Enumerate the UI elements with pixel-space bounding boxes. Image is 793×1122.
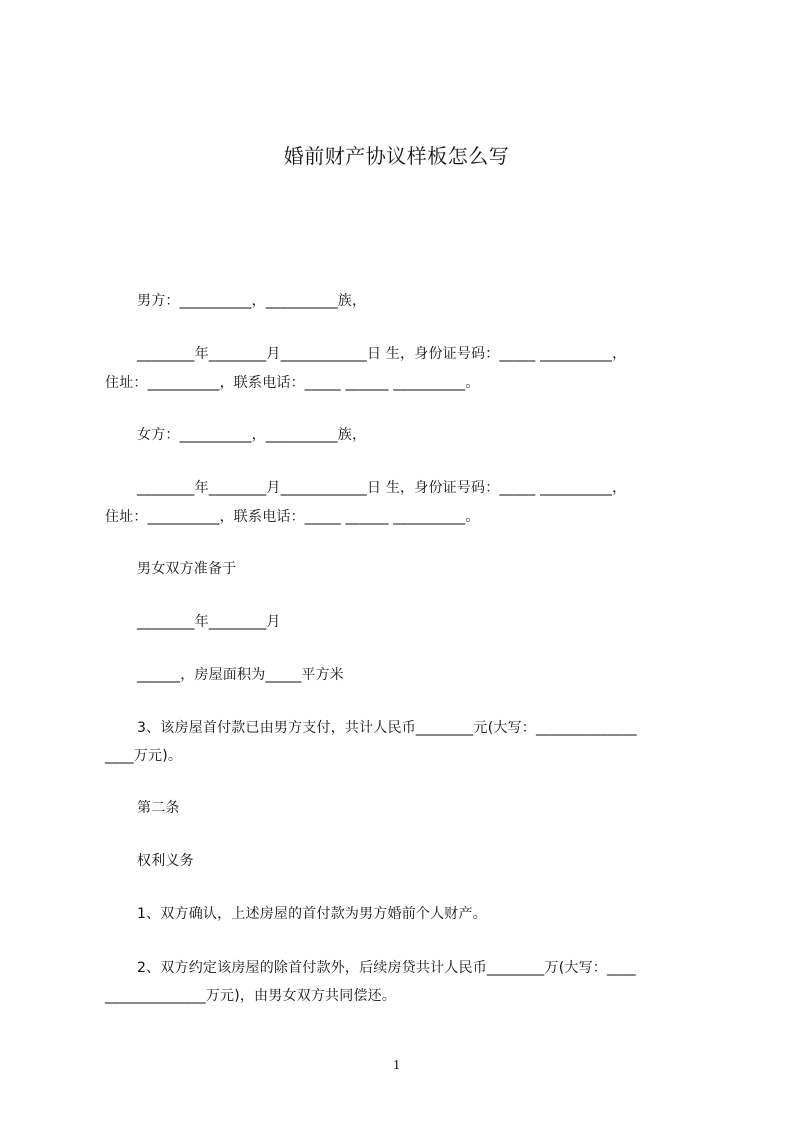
female-birth-id-line: ________年________月____________日 生，身份证号码：_____ __________， bbox=[137, 480, 627, 496]
paragraph-area: ______，房屋面积为_____平方米 bbox=[137, 667, 344, 683]
page-title: 婚前财产协议样板怎么写 bbox=[283, 144, 510, 168]
female-address-phone-line: 住址：__________，联系电话：_____ ______ __________。 bbox=[105, 509, 480, 525]
page-number: 1 bbox=[393, 1058, 400, 1073]
clause-3-line-1: 3、该房屋首付款已由男方支付，共计人民币________元(大写：______________ bbox=[137, 720, 637, 736]
obligation-1: 1、双方确认，上述房屋的首付款为男方婚前个人财产。 bbox=[137, 906, 487, 922]
paragraph-prepare: 男女双方准备于 bbox=[137, 561, 237, 577]
article-heading: 第二条 bbox=[137, 800, 180, 816]
female-party-name-line: 女方：__________，__________族， bbox=[137, 427, 367, 443]
male-party-name-line: 男方：__________，__________族， bbox=[137, 293, 367, 309]
paragraph-date: ________年________月 bbox=[137, 614, 281, 630]
section-heading: 权利义务 bbox=[137, 853, 194, 869]
clause-3-line-2: ____万元)。 bbox=[105, 748, 183, 764]
obligation-2-line-1: 2、双方约定该房屋的除首付款外，后续房贷共计人民币________万(大写：____ bbox=[137, 960, 636, 976]
male-birth-id-line: ________年________月____________日 生，身份证号码：_____ __________， bbox=[137, 346, 627, 362]
male-address-phone-line: 住址：__________，联系电话：_____ ______ __________。 bbox=[105, 375, 480, 391]
obligation-2-line-2: ______________万元)，由男女双方共同偿还。 bbox=[105, 988, 397, 1004]
